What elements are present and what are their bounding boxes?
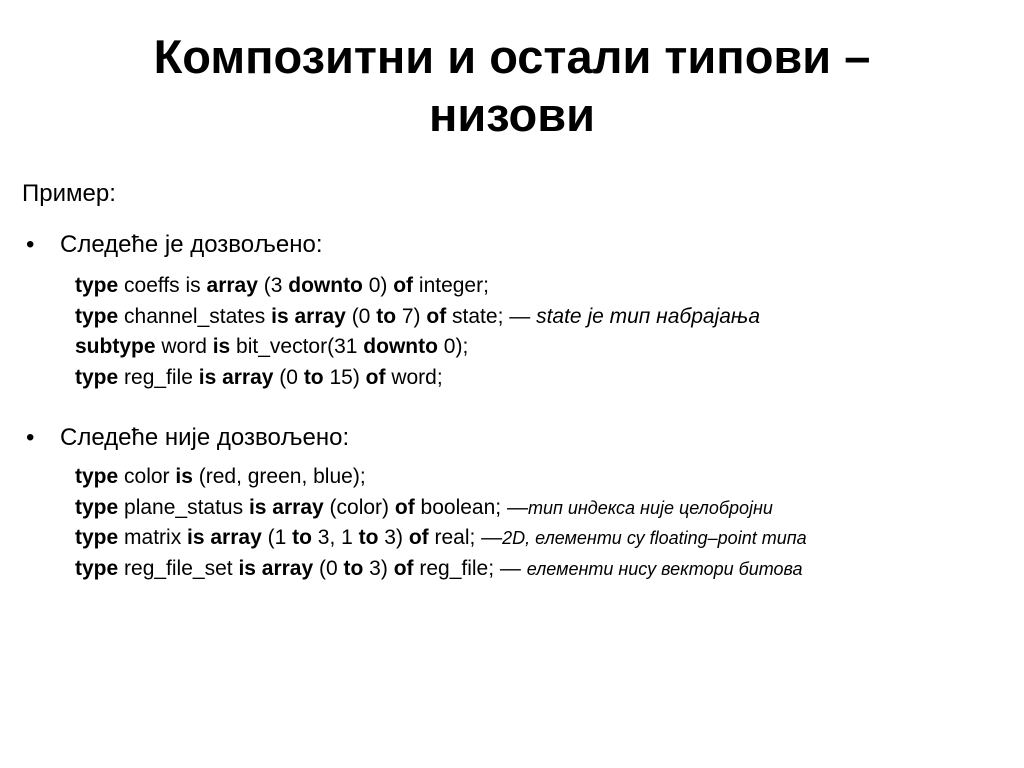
code-keyword: of	[426, 304, 447, 328]
code-keyword: of	[393, 556, 414, 580]
code-text: 0);	[437, 335, 469, 358]
code-line	[75, 302, 760, 333]
code-keyword: downto	[288, 274, 363, 297]
code-keyword: type	[75, 365, 119, 389]
code-keyword: is	[212, 335, 231, 358]
code-keyword: to	[358, 526, 379, 549]
code-text: 0)	[362, 274, 394, 297]
code-block-allowed	[75, 271, 760, 393]
code-text: word	[155, 335, 213, 358]
code-keyword: type	[75, 274, 119, 297]
code-keyword: type	[75, 526, 119, 549]
code-line	[75, 332, 760, 363]
code-keyword: of	[408, 526, 429, 549]
bullet-allowed	[26, 229, 323, 261]
code-line	[75, 523, 807, 554]
bullet-dot: •	[26, 424, 35, 451]
code-text: channel_states	[118, 304, 272, 328]
code-text: (0	[273, 365, 304, 389]
code-keyword: is array	[198, 365, 274, 389]
code-line	[75, 554, 807, 585]
code-text: color	[118, 465, 176, 488]
code-text: (red, green, blue);	[192, 465, 366, 488]
code-text: 3)	[378, 526, 409, 549]
code-text: reg_file_set	[118, 556, 239, 580]
code-comment: state је тип набрајања	[536, 304, 760, 328]
code-text: 15)	[323, 365, 366, 389]
slide-title-line-2: низови	[429, 88, 595, 141]
code-text: reg_file	[118, 365, 199, 389]
code-text: boolean; —	[414, 495, 528, 519]
code-text: reg_file; —	[413, 556, 527, 580]
code-text: (3	[257, 274, 289, 297]
bullet-not-allowed-text: Следеће није дозвољено:	[60, 424, 350, 451]
bullet-dot: •	[26, 231, 35, 258]
code-keyword: downto	[363, 335, 438, 358]
code-keyword: is array	[271, 304, 346, 328]
code-comment: тип индекса није целобројни	[527, 497, 773, 518]
intro-label: Пример:	[22, 180, 116, 207]
code-line	[75, 363, 760, 394]
code-text: state; —	[446, 304, 537, 328]
slide-title-line-1: Композитни и остали типови –	[153, 30, 871, 83]
code-line	[75, 493, 807, 524]
code-text: coeffs is	[118, 274, 207, 297]
code-text: 3)	[363, 556, 394, 580]
code-text: (0	[313, 556, 344, 580]
code-line	[75, 462, 807, 493]
code-text: integer;	[413, 274, 489, 297]
code-text: 3, 1	[311, 526, 359, 549]
code-keyword: type	[75, 304, 119, 328]
code-keyword: array	[206, 274, 258, 297]
code-keyword: type	[75, 465, 119, 488]
code-keyword: of	[393, 274, 414, 297]
code-text: (1	[261, 526, 293, 549]
code-keyword: subtype	[75, 335, 156, 358]
code-text: 7)	[396, 304, 427, 328]
code-block-not-allowed	[75, 462, 807, 584]
slide-title	[0, 28, 1024, 144]
code-text: real; —	[428, 526, 503, 549]
code-text: word;	[385, 365, 443, 389]
code-keyword: of	[365, 365, 386, 389]
bullet-not-allowed	[26, 422, 349, 454]
code-keyword: type	[75, 556, 119, 580]
code-line	[75, 271, 760, 302]
code-comment: 2D, елементи су floating–point типа	[502, 528, 807, 548]
code-text: bit_vector(31	[230, 335, 364, 358]
code-keyword: is	[175, 465, 193, 488]
code-keyword: to	[343, 556, 364, 580]
code-text: plane_status	[118, 495, 249, 519]
code-keyword: to	[303, 365, 324, 389]
code-keyword: is array	[238, 556, 314, 580]
code-keyword: type	[75, 495, 119, 519]
code-comment: елементи нису вектори битова	[526, 558, 803, 579]
code-keyword: of	[394, 495, 415, 519]
code-keyword: is array	[248, 495, 324, 519]
code-text: (0	[345, 304, 377, 328]
code-keyword: is array	[187, 526, 262, 549]
bullet-allowed-text: Следеће је дозвољено:	[60, 231, 323, 258]
code-keyword: to	[376, 304, 397, 328]
code-text: matrix	[118, 526, 188, 549]
code-text: (color)	[323, 495, 395, 519]
code-keyword: to	[292, 526, 312, 549]
